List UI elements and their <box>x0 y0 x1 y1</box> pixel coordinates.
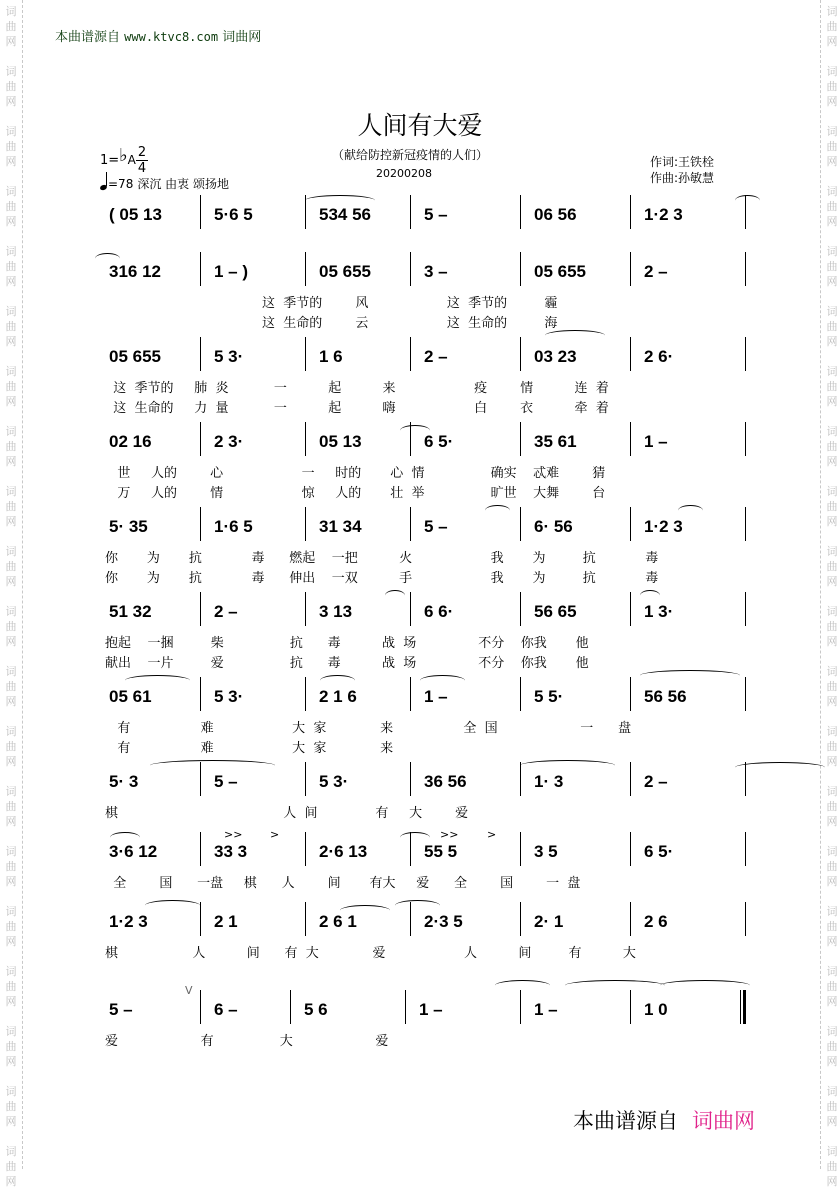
watermark-char: 网 <box>5 755 17 768</box>
watermark-char: 曲 <box>826 80 838 93</box>
measure-notes: 5 3· <box>319 772 349 791</box>
score-system <box>95 432 755 501</box>
lyrics-line-2: 这 生命的 力 量 一 起 嗨 白 衣 牵 着 <box>105 401 609 416</box>
score-system <box>95 347 755 416</box>
measure-notes: ( 05 13 <box>109 205 162 224</box>
watermark-char: 词 <box>5 1025 17 1038</box>
accent-mark: > <box>487 828 497 841</box>
watermark-char: 曲 <box>826 680 838 693</box>
measure-notes: 56 65 <box>534 602 577 621</box>
watermark-char: 词 <box>826 785 838 798</box>
measure-notes: 2·6 13 <box>319 842 368 861</box>
barline <box>745 902 746 936</box>
watermark-char: 曲 <box>826 560 838 573</box>
lyrics-line-1: 棋 人 间 有 大 爱 人 间 有 大 <box>105 946 636 961</box>
watermark-char: 曲 <box>5 380 17 393</box>
watermark-char: 网 <box>826 515 838 528</box>
measure-notes: 05 655 <box>534 262 586 281</box>
measure-notes: 5·6 5 <box>214 205 253 224</box>
watermark-char: 网 <box>5 995 17 1008</box>
measure-notes: 2 6 1 <box>319 912 357 931</box>
measure-notes: 5 3· <box>214 347 244 366</box>
time-top: 2 <box>137 145 147 160</box>
watermark-char: 曲 <box>5 920 17 933</box>
watermark-char: 词 <box>826 1085 838 1098</box>
watermark-char: 词 <box>826 1145 838 1158</box>
watermark-char: 网 <box>5 335 17 348</box>
key-prefix: 1= <box>100 153 120 168</box>
site-brand-link[interactable]: 词曲网 <box>692 1109 755 1133</box>
watermark-char: 词 <box>826 545 838 558</box>
watermark-char: 网 <box>826 635 838 648</box>
measure-notes: 1·6 5 <box>214 517 253 536</box>
watermark-char: 词 <box>5 245 17 258</box>
score-system <box>95 912 755 972</box>
watermark-char: 词 <box>5 185 17 198</box>
measure-notes: 5 5· <box>534 687 564 706</box>
right-watermark-margin <box>820 0 840 1188</box>
slur-mark <box>400 832 430 843</box>
lyrics-line-1: 这 季节的 风 这 季节的 霾 <box>105 296 558 311</box>
watermark-char: 曲 <box>826 620 838 633</box>
watermark-char: 网 <box>826 815 838 828</box>
measure <box>305 205 410 257</box>
tempo-marking <box>100 174 229 192</box>
watermark-char: 词 <box>5 905 17 918</box>
watermark-char: 词 <box>5 1145 17 1158</box>
measure-notes: 5 – <box>109 1000 133 1019</box>
measure-notes: 35 61 <box>534 432 577 451</box>
watermark-char: 词 <box>5 485 17 498</box>
watermark-char: 曲 <box>826 920 838 933</box>
measure-notes: 1 – ) <box>214 262 249 281</box>
watermark-char: 曲 <box>826 140 838 153</box>
watermark-char: 曲 <box>5 140 17 153</box>
watermark-char: 曲 <box>5 1160 17 1173</box>
measure-notes: 1 3· <box>644 602 674 621</box>
slur-mark <box>385 590 405 601</box>
measure-notes: 2 – <box>424 347 448 366</box>
watermark-char: 网 <box>826 1055 838 1068</box>
source-url-link[interactable]: www.ktvc8.com <box>124 30 219 44</box>
watermark-char: 词 <box>5 965 17 978</box>
measure-notes: 02 16 <box>109 432 152 451</box>
watermark-char: 曲 <box>826 1160 838 1173</box>
watermark-char: 网 <box>5 395 17 408</box>
expression-text: 深沉 由衷 颂扬地 <box>137 177 229 191</box>
measure-notes: 5 – <box>424 205 448 224</box>
watermark-char: 词 <box>5 725 17 738</box>
measure-notes: 5 6 <box>304 1000 328 1019</box>
measure-notes: 1 6 <box>319 347 343 366</box>
measure-notes: 5 – <box>214 772 238 791</box>
slur-mark <box>520 760 615 771</box>
watermark-char: 词 <box>5 65 17 78</box>
song-date: 20200208 <box>376 167 432 180</box>
time-signature <box>136 145 148 176</box>
watermark-char: 曲 <box>5 980 17 993</box>
watermark-char: 网 <box>826 155 838 168</box>
watermark-char: 网 <box>826 755 838 768</box>
barline <box>745 677 746 711</box>
watermark-char: 曲 <box>5 800 17 813</box>
watermark-char: 曲 <box>826 1100 838 1113</box>
watermark-char: 词 <box>826 425 838 438</box>
watermark-char: 网 <box>826 1175 838 1188</box>
measure-notes: 33 3 <box>214 842 248 861</box>
watermark-char: 曲 <box>5 860 17 873</box>
lyrics-line-1: 全 国 一盘 棋 人 间 有大 爱 全 国 一 盘 <box>105 876 581 891</box>
watermark-char: 词 <box>826 1025 838 1038</box>
watermark-char: 曲 <box>5 500 17 513</box>
lyrics-line-1: 棋 人 间 有 大 爱 <box>105 806 469 821</box>
watermark-char: 词 <box>826 605 838 618</box>
measure-notes: 05 13 <box>319 432 362 451</box>
accent-mark: > <box>270 828 280 841</box>
watermark-char: 网 <box>5 1115 17 1128</box>
credits <box>650 154 714 186</box>
source-prefix-bottom: 本曲谱源自 <box>573 1109 678 1133</box>
barline <box>745 422 746 456</box>
lyrics-line-2: 献出 一片 爱 抗 毒 战 场 不分 你我 他 <box>105 656 589 671</box>
watermark-char: 词 <box>5 1085 17 1098</box>
measure-notes: 05 655 <box>319 262 371 281</box>
source-credit-bottom <box>573 1105 755 1135</box>
slur-mark <box>320 675 355 686</box>
watermark-char: 词 <box>826 245 838 258</box>
lyrics-line-1: 爱 有 大 爱 <box>105 1034 389 1049</box>
slur-mark <box>640 590 660 601</box>
measure-notes: 1·2 3 <box>109 912 148 931</box>
lyrics-line-2: 万 人的 情 惊 人的 壮 举 旷世 大舞 台 <box>105 486 606 501</box>
watermark-char: 曲 <box>5 260 17 273</box>
measure-notes: 316 12 <box>109 262 161 281</box>
slur-mark <box>110 832 140 843</box>
watermark-char: 曲 <box>826 380 838 393</box>
slur-mark <box>735 195 760 206</box>
lyrics-line-1: 世 人的 心 一 时的 心 情 确实 忒难 猜 <box>105 466 606 481</box>
slur-mark <box>95 253 120 264</box>
measure-notes: 3 5 <box>534 842 558 861</box>
watermark-char: 曲 <box>826 260 838 273</box>
slur-mark <box>305 195 375 206</box>
watermark-char: 词 <box>5 845 17 858</box>
score-system <box>95 205 755 265</box>
measure-notes: 55 5 <box>424 842 458 861</box>
watermark-char: 词 <box>5 125 17 138</box>
watermark-char: 曲 <box>826 860 838 873</box>
barline <box>740 990 744 1024</box>
slur-mark <box>485 505 510 516</box>
slur-mark <box>125 675 190 686</box>
measure-notes: 1 0 <box>644 1000 668 1019</box>
watermark-char: 网 <box>826 455 838 468</box>
measure-notes: 6 6· <box>424 602 454 621</box>
lyrics-line-1: 你 为 抗 毒 燃起 一把 火 我 为 抗 毒 <box>105 551 659 566</box>
measure-notes: 2·3 5 <box>424 912 463 931</box>
lyricist: 作词:王铁栓 <box>650 155 715 169</box>
measure-notes: 1 – <box>644 432 668 451</box>
watermark-char: 网 <box>826 335 838 348</box>
watermark-char: 词 <box>826 665 838 678</box>
measure-notes: 3 13 <box>319 602 353 621</box>
measure-notes: 3 – <box>424 262 448 281</box>
watermark-char: 词 <box>5 425 17 438</box>
measure-notes: 2 1 6 <box>319 687 357 706</box>
measure <box>630 205 745 257</box>
watermark-char: 网 <box>826 95 838 108</box>
watermark-char: 词 <box>826 65 838 78</box>
measure-notes: 2 6· <box>644 347 674 366</box>
watermark-char: 网 <box>5 575 17 588</box>
measure <box>520 205 630 257</box>
watermark-char: 网 <box>5 935 17 948</box>
measure-notes: 1 – <box>419 1000 443 1019</box>
measure-notes: 6 – <box>214 1000 238 1019</box>
accent-mark: >> <box>440 828 459 841</box>
watermark-char: 词 <box>826 185 838 198</box>
watermark-char: 网 <box>5 275 17 288</box>
lyrics-line-1: 抱起 一捆 柴 抗 毒 战 场 不分 你我 他 <box>105 636 589 651</box>
watermark-char: 网 <box>826 215 838 228</box>
watermark-char: 曲 <box>5 320 17 333</box>
composer: 作曲:孙敏慧 <box>650 171 715 185</box>
watermark-char: 曲 <box>826 980 838 993</box>
key-signature <box>100 145 136 169</box>
watermark-char: 曲 <box>826 440 838 453</box>
measure <box>200 205 305 257</box>
watermark-char: 网 <box>826 35 838 48</box>
score-system <box>95 517 755 586</box>
barline <box>745 507 746 541</box>
watermark-char: 网 <box>5 35 17 48</box>
watermark-char: 网 <box>5 695 17 708</box>
barline <box>745 337 746 371</box>
slur-mark <box>400 425 430 436</box>
watermark-char: 词 <box>5 5 17 18</box>
measure-notes: 5 – <box>424 517 448 536</box>
measure-notes: 2 1 <box>214 912 238 931</box>
song-title: 人间有大爱 <box>357 111 483 140</box>
source-credit-top <box>55 26 261 45</box>
watermark-char: 词 <box>5 665 17 678</box>
watermark-char: 词 <box>5 545 17 558</box>
measure-notes: 3·6 12 <box>109 842 158 861</box>
slur-mark <box>660 980 750 991</box>
watermark-char: 曲 <box>5 620 17 633</box>
measure-notes: 06 56 <box>534 205 577 224</box>
measure-notes: 05 61 <box>109 687 152 706</box>
measure-notes: 2 – <box>644 772 668 791</box>
watermark-char: 词 <box>5 365 17 378</box>
watermark-char: 网 <box>826 395 838 408</box>
measure-notes: 51 32 <box>109 602 152 621</box>
measure-notes: 534 56 <box>319 205 371 224</box>
slur-mark <box>678 505 703 516</box>
slur-mark <box>545 330 605 341</box>
watermark-char: 网 <box>826 1115 838 1128</box>
measure-notes: 1 – <box>534 1000 558 1019</box>
watermark-char: 曲 <box>5 680 17 693</box>
measure <box>95 205 200 257</box>
watermark-char: 网 <box>826 275 838 288</box>
watermark-char: 曲 <box>826 500 838 513</box>
watermark-char: 曲 <box>5 80 17 93</box>
watermark-char: 网 <box>826 695 838 708</box>
lyrics-line-2: 这 生命的 云 这 生命的 海 <box>105 316 558 331</box>
song-subtitle: （献给防控新冠疫情的人们） <box>331 148 488 162</box>
slur-mark <box>145 900 200 911</box>
watermark-char: 曲 <box>5 200 17 213</box>
lyrics-line-1: 有 难 大 家 来 全 国 一 盘 <box>105 721 632 736</box>
watermark-char: 词 <box>5 605 17 618</box>
tempo-value: =78 <box>108 177 134 191</box>
measure-notes: 31 34 <box>319 517 362 536</box>
measure <box>410 205 520 257</box>
watermark-char: 网 <box>5 155 17 168</box>
watermark-char: 词 <box>826 305 838 318</box>
watermark-char: 曲 <box>5 1100 17 1113</box>
source-site: 词曲网 <box>222 30 262 45</box>
source-prefix: 本曲谱源自 <box>55 30 121 45</box>
watermark-char: 词 <box>826 845 838 858</box>
barline <box>745 832 746 866</box>
flat-icon: ♭ <box>119 145 128 166</box>
watermark-char: 网 <box>826 935 838 948</box>
watermark-char: 曲 <box>826 1040 838 1053</box>
watermark-char: 词 <box>826 5 838 18</box>
watermark-char: 词 <box>5 305 17 318</box>
measure-notes: 2 3· <box>214 432 244 451</box>
watermark-char: 词 <box>826 725 838 738</box>
score-system <box>95 602 755 671</box>
slur-mark <box>150 760 275 771</box>
slur-mark <box>640 670 740 681</box>
slur-mark <box>735 762 825 773</box>
watermark-char: 词 <box>826 485 838 498</box>
watermark-char: 曲 <box>826 740 838 753</box>
watermark-char: 曲 <box>826 320 838 333</box>
watermark-char: 词 <box>826 365 838 378</box>
measure-notes: 1 – <box>424 687 448 706</box>
slur-mark <box>340 905 390 916</box>
watermark-char: 曲 <box>826 20 838 33</box>
lyrics-line-2: 你 为 抗 毒 伸出 一双 手 我 为 抗 毒 <box>105 571 659 586</box>
watermark-char: 词 <box>826 905 838 918</box>
time-bottom: 4 <box>137 161 147 176</box>
watermark-char: 曲 <box>5 1040 17 1053</box>
measure-notes: 5 3· <box>214 687 244 706</box>
watermark-char: 词 <box>826 965 838 978</box>
watermark-char: 网 <box>5 635 17 648</box>
measure-notes: 2 6 <box>644 912 668 931</box>
measure-notes: 5· 3 <box>109 772 139 791</box>
watermark-char: 网 <box>5 215 17 228</box>
note-stem <box>106 172 107 186</box>
score-system <box>95 772 755 832</box>
measure-notes: 5· 35 <box>109 517 148 536</box>
measure-notes: 6 5· <box>644 842 674 861</box>
slur-mark <box>420 675 465 686</box>
measure-notes: 1·2 3 <box>644 205 683 224</box>
barline <box>745 592 746 626</box>
watermark-char: 曲 <box>5 440 17 453</box>
measure-notes: 2 – <box>644 262 668 281</box>
score-system <box>95 1000 755 1060</box>
measure-notes: 56 56 <box>644 687 687 706</box>
measure-notes: 36 56 <box>424 772 467 791</box>
watermark-char: 曲 <box>5 560 17 573</box>
score-system <box>95 687 755 756</box>
breath-mark: V <box>185 984 193 997</box>
accent-mark: >> <box>224 828 243 841</box>
measure-notes: 6· 56 <box>534 517 573 536</box>
watermark-char: 曲 <box>826 200 838 213</box>
watermark-char: 词 <box>5 785 17 798</box>
watermark-char: 网 <box>5 1055 17 1068</box>
barline <box>745 252 746 286</box>
watermark-char: 网 <box>5 515 17 528</box>
slur-mark <box>495 980 550 991</box>
score-system <box>95 262 755 331</box>
watermark-char: 网 <box>5 95 17 108</box>
watermark-char: 网 <box>826 875 838 888</box>
measure-notes: 2 – <box>214 602 238 621</box>
measure-notes: 05 655 <box>109 347 161 366</box>
measure-notes: 2· 1 <box>534 912 564 931</box>
watermark-char: 词 <box>826 125 838 138</box>
watermark-char: 曲 <box>5 20 17 33</box>
slur-mark <box>395 900 440 911</box>
watermark-char: 曲 <box>826 800 838 813</box>
watermark-char: 网 <box>5 455 17 468</box>
score-system <box>95 842 755 902</box>
watermark-char: 网 <box>5 875 17 888</box>
key-note: A <box>127 153 136 167</box>
measure-notes: 1· 3 <box>534 772 564 791</box>
measure-notes: 6 5· <box>424 432 454 451</box>
lyrics-line-2: 有 难 大 家 来 <box>105 741 394 756</box>
measure-notes: 1·2 3 <box>644 517 683 536</box>
watermark-char: 曲 <box>5 740 17 753</box>
watermark-char: 网 <box>826 995 838 1008</box>
watermark-char: 网 <box>5 1175 17 1188</box>
slur-mark <box>565 980 665 991</box>
watermark-char: 网 <box>5 815 17 828</box>
watermark-char: 网 <box>826 575 838 588</box>
measure-notes: 03 23 <box>534 347 577 366</box>
lyrics-line-1: 这 季节的 肺 炎 一 起 来 疫 情 连 着 <box>105 381 609 396</box>
